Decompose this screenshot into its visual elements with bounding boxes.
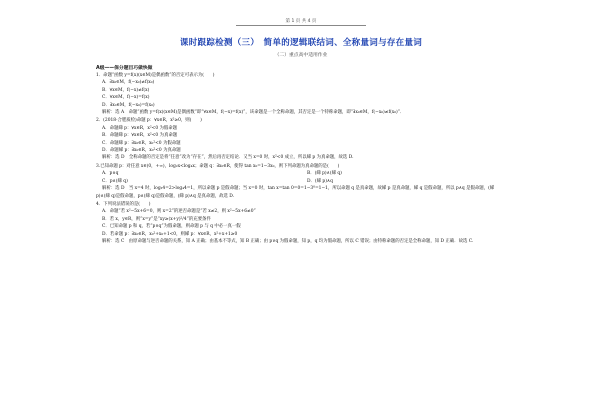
option-b: B．命题綈 p：∀x∈R，x²<0 为真命题 xyxy=(102,133,178,139)
section-heading: A级——保分题目巧做快做 xyxy=(96,66,153,71)
question-stem: 4．下列说法错误的是( ) xyxy=(96,201,151,207)
page-subtitle: （二）重点高中适用作业 xyxy=(274,53,328,58)
options-row xyxy=(96,170,506,177)
option-a: A．命题“若 x²−5x+6=0，则 x=2”的逆否命题是“若 x≠2，则 x²−5x+6≠0” xyxy=(102,209,256,215)
solution: 解析：选 C 由原命题与逆否命题的关系，知 A 正确；由基本不等式，知 B 正确；由 p∨q 为假命题，知 p，q 均为假命题，所以 C 错误；由特称命题的否定是全称命题，知 D 正确．故选 C. xyxy=(102,238,474,244)
question-3 xyxy=(96,163,506,200)
option-b: B．若 x，y∈R，则“x=y”是“xy≥(x+y)²/4”的充要条件 xyxy=(102,216,211,222)
option-c: C．p∧(綈 q) xyxy=(102,178,128,184)
document-page xyxy=(96,18,506,388)
question-stem: 2．(2018·合肥质检)命题 p：∀x∈R，x²≥0，则( ) xyxy=(96,118,202,124)
question-4 xyxy=(96,201,506,245)
question-1 xyxy=(96,72,506,116)
option-d: D．命题綈 p：∃x₀∈R，x₀²<0 为真命题 xyxy=(102,148,181,154)
option-b: B．∀x∈M，f(−x)≠f(x) xyxy=(102,87,150,93)
option-a: A．∃x₀∈M，f(−x₀)≠f(x₀) xyxy=(102,80,155,86)
option-c: C．命题綈 p：∃x₀∈R，x₀²<0 为假命题 xyxy=(102,140,181,146)
option-a: A．命题綈 p：∀x∈R，x²<0 为假命题 xyxy=(102,125,178,131)
options-row xyxy=(96,178,506,185)
page-number: 第 1 页 共 4 页 xyxy=(236,18,366,26)
option-d: D．(綈 p)∧q xyxy=(307,178,333,184)
question-stem: 1．命题“函数 y=f(x)(x∈M)是偶函数”的否定可表示为( ) xyxy=(96,73,215,78)
question-stem: 3.已知命题 p：对任意 x∈(0，+∞)，log₂x<log₄x；命题 q：∃x₀∈R，使得 tan x₀=1−3x₀，则下列命题为真命题的是( ) xyxy=(96,163,340,169)
page-title: 课时跟踪检测（三） 简单的逻辑联结词、全称量词与存在量词 xyxy=(179,38,423,48)
option-c: C．已知命题 p 和 q，若“p∨q”为假命题，则命题 p 与 q 中必一真一假 xyxy=(102,224,241,230)
option-a: A．p∧q xyxy=(102,171,119,177)
question-2 xyxy=(96,117,506,161)
solution: 解析：选 D 全称命题的否定是将“任意”改为“存在”，然后再否定结论．又当 x=0 时，x²<0 成立，所以綈 p 为真命题，故选 D. xyxy=(102,155,354,161)
option-b: B．(綈 p)∧(綈 q) xyxy=(307,171,342,177)
option-d: D．若命题 p：∃x₀∈R，x₀²+x₀+1<0，则綈 p：∀x∈R，x²+x+1≥0 xyxy=(102,231,238,237)
option-d: D．∃x₀∈M，f(−x₀)=f(x₀) xyxy=(102,102,155,108)
solution: 解析：选 D 当 x=4 时，log₂4=2>log₄4=1，所以命题 p 是假命题；当 x=0 时，tan x=tan 0=0=1−3⁰=1−1，所以命题 q 是真命题，故綈 p 是真命题，綈 q 是假命题，所以 p∧q 是假命题，(綈 p)∧(綈 q)是假命题，p∧(綈 q)是假命题，(綈 p)∧q 是真命题，故选 D. xyxy=(96,186,495,199)
solution: 解析：选 A 命题“函数 y=f(x)(x∈M)是偶函数”即“∀x∈M，f(−x)=f(x)”，该命题是一个全称命题，其否定是一个特称命题，即“∃x₀∈M，f(−x₀)≠f(x₀)”． xyxy=(102,110,405,116)
option-c: C．∀x∈M，f(−x)=f(x) xyxy=(102,95,150,101)
